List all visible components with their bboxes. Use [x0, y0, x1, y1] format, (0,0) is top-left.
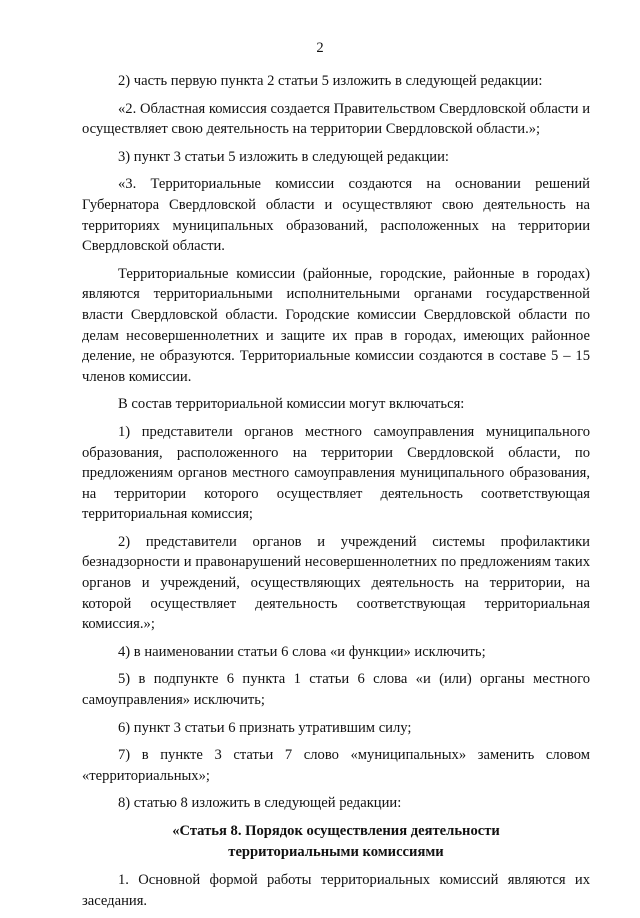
paragraph-item-8: 8) статью 8 изложить в следующей редакции: — [118, 795, 402, 812]
paragraph-item-4: 4) в наименовании статьи 6 слова «и функции» исключить; — [118, 643, 486, 660]
page-number: 2 — [316, 40, 324, 56]
paragraph-item-5: 5) в подпункте 6 пункта 1 статьи 6 слова «и (или) органы местного самоуправления» исключить; — [82, 671, 590, 709]
paragraph-item-6: 6) пункт 3 статьи 6 признать утратившим силу; — [118, 719, 412, 736]
article-heading-line-2: территориальными комиссиями — [228, 843, 444, 860]
paragraph-item-2: 2) часть первую пункта 2 статьи 5 изложить в следующей редакции: — [118, 73, 543, 89]
paragraph-item-7: 7) в пункте 3 статьи 7 слово «муниципальных» заменить словом «территориальных»; — [82, 747, 590, 784]
paragraph-territorial-commissions-types: Территориальные комиссии (районные, городские, районные в городах) являются территориальными исполнительными органами государственной власти Свердловской области. Городские комиссии Свердловской области по делам несовершеннолетних и защите их прав в городах, имеющих районное деление, не образуются. Территориальные комиссии создаются в составе 5 – 15 членов комиссии. — [82, 265, 590, 385]
document-body — [82, 71, 590, 918]
paragraph-article-8-point-1: 1. Основной формой работы территориальных комиссий являются их заседания. — [82, 872, 590, 909]
paragraph-composition-1: 1) представители органов местного самоуправления муниципального образования, расположенного на территории Свердловской области, по предложениям органов местного самоуправления муниципального образования, на территории которого осуществляет деятельность соответствующая территориальная комиссия; — [82, 423, 590, 523]
paragraph-regional-commission: «2. Областная комиссия создается Правительством Свердловской области и осуществляет свою деятельность на территории Свердловской области.»; — [82, 100, 590, 138]
paragraph-composition-2: 2) представители органов и учреждений системы профилактики безнадзорности и правонарушений несовершеннолетних по предложениям таких органов и учреждений, осуществляющих деятельность на территории, на которой осуществляет деятельность соответствующая территориальная комиссия.»; — [82, 533, 590, 633]
paragraph-composition-intro: В состав территориальной комиссии могут включаться: — [118, 396, 465, 413]
article-heading — [82, 821, 590, 862]
paragraph-territorial-commissions-created: «3. Территориальные комиссии создаются на основании решений Губернатора Свердловской области и осуществляют свою деятельность на территориях муниципальных образований, расположенных на территории Свердловской области. — [82, 176, 590, 255]
paragraph-item-3: 3) пункт 3 статьи 5 изложить в следующей редакции: — [118, 148, 449, 165]
article-heading-line-1: «Статья 8. Порядок осуществления деятельности — [172, 823, 500, 839]
